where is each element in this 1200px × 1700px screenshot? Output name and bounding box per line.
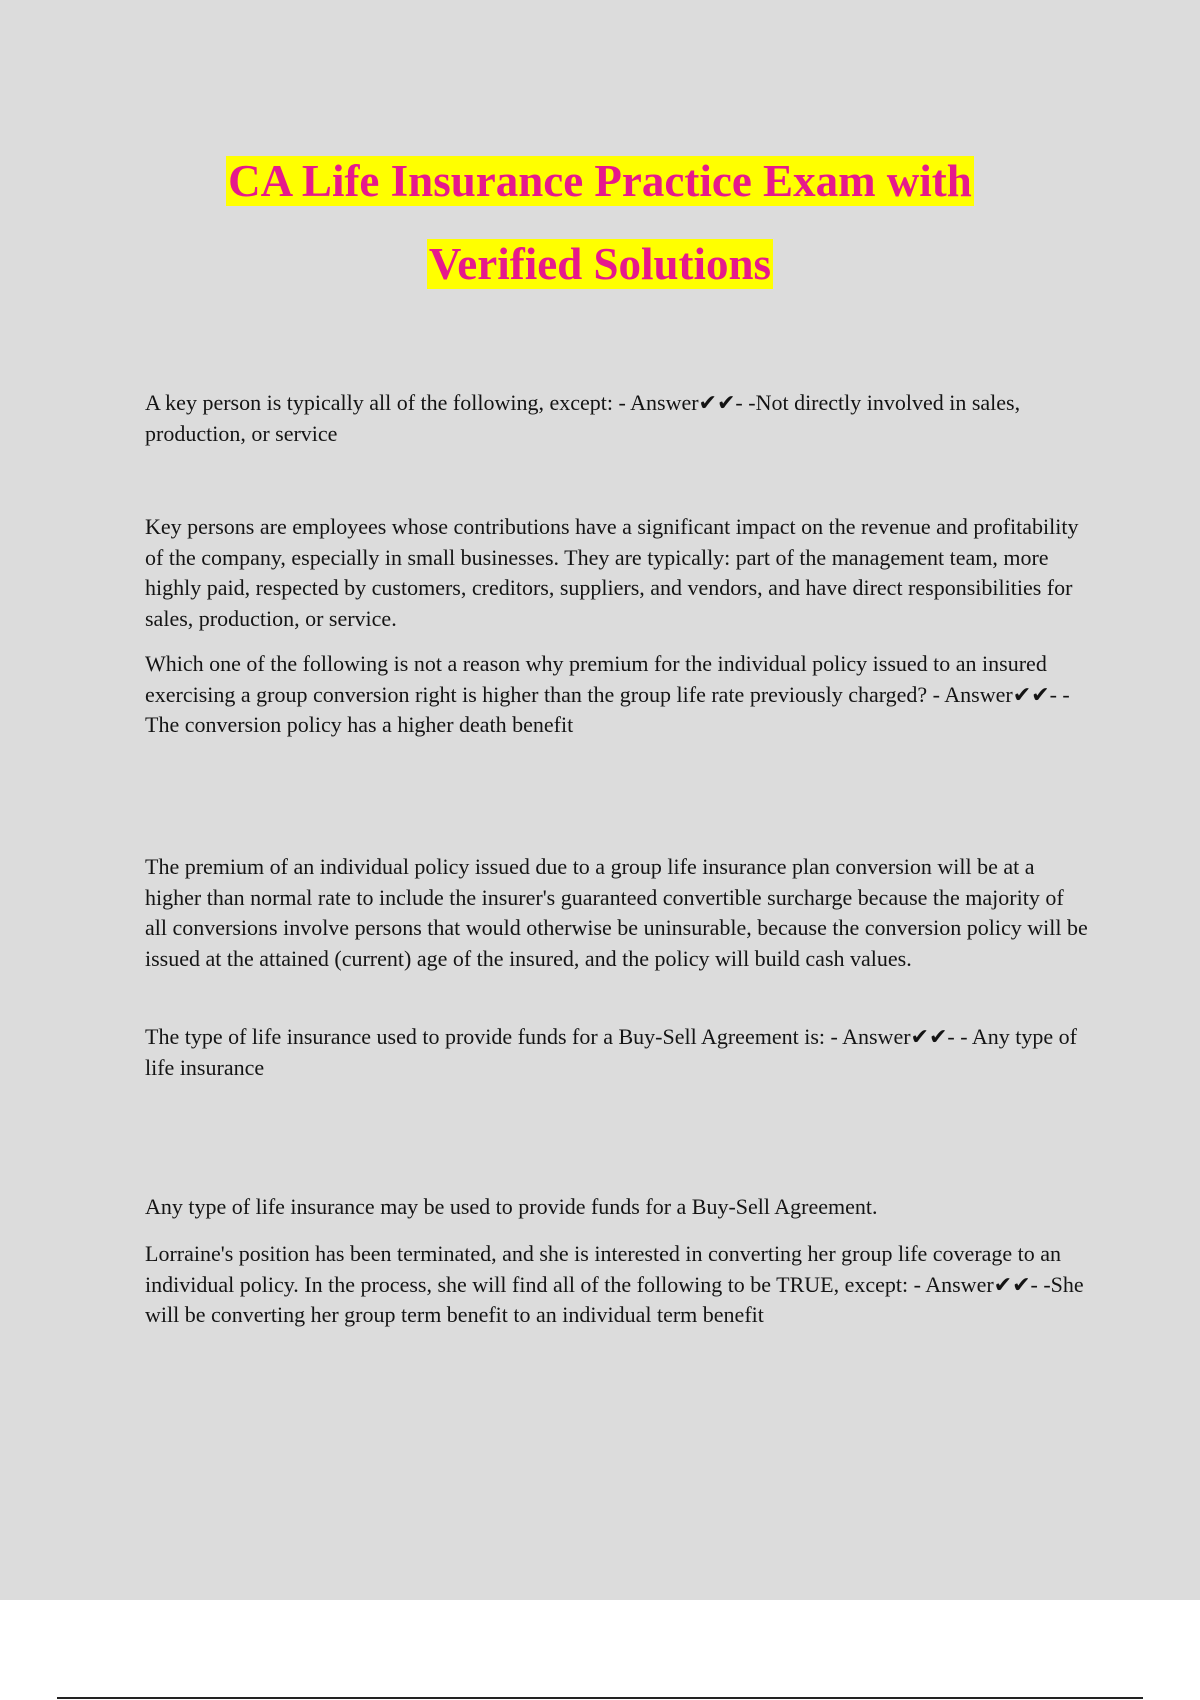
question-conversion-premium: Which one of the following is not a reason why premium for the individual policy issued to an insured exercising a group conversion right is higher than the group life rate previously charged? - Answer✔✔- -The conversion policy has a higher death benefit xyxy=(145,651,1070,737)
document-title xyxy=(0,140,1200,306)
title-line-2: Verified Solutions xyxy=(428,239,772,289)
footer-divider xyxy=(57,1697,1143,1699)
question-lorraine-conversion: Lorraine's position has been terminated, and she is interested in converting her group life coverage to an individual policy. In the process, she will find all of the following to be TRUE, except: - Answer✔✔- -She will be converting her group term benefit to an individual term benefit xyxy=(145,1241,1084,1327)
explanation-buy-sell: Any type of life insurance may be used to provide funds for a Buy-Sell Agreement. xyxy=(145,1194,878,1219)
question-key-person: A key person is typically all of the following, except: - Answer✔✔- -Not directly involved in sales, production, or service xyxy=(145,390,1021,446)
explanation-conversion-premium: The premium of an individual policy issued due to a group life insurance plan conversion will be at a higher than normal rate to include the insurer's guaranteed convertible surcharge because the majority of all conversions involve persons that would otherwise be uninsurable, because the conversion policy will be issued at the attained (current) age of the insured, and the policy will build cash values. xyxy=(145,854,1088,971)
title-line-1: CA Life Insurance Practice Exam with xyxy=(228,156,972,206)
question-buy-sell: The type of life insurance used to provide funds for a Buy-Sell Agreement is: - Answer✔✔- - Any type of life insurance xyxy=(145,1024,1077,1080)
explanation-key-person: Key persons are employees whose contributions have a significant impact on the revenue and profitability of the company, especially in small businesses. They are typically: part of the management team, more highly paid, respected by customers, creditors, suppliers, and vendors, and have direct responsibilities for sales, production, or service. xyxy=(145,514,1079,631)
